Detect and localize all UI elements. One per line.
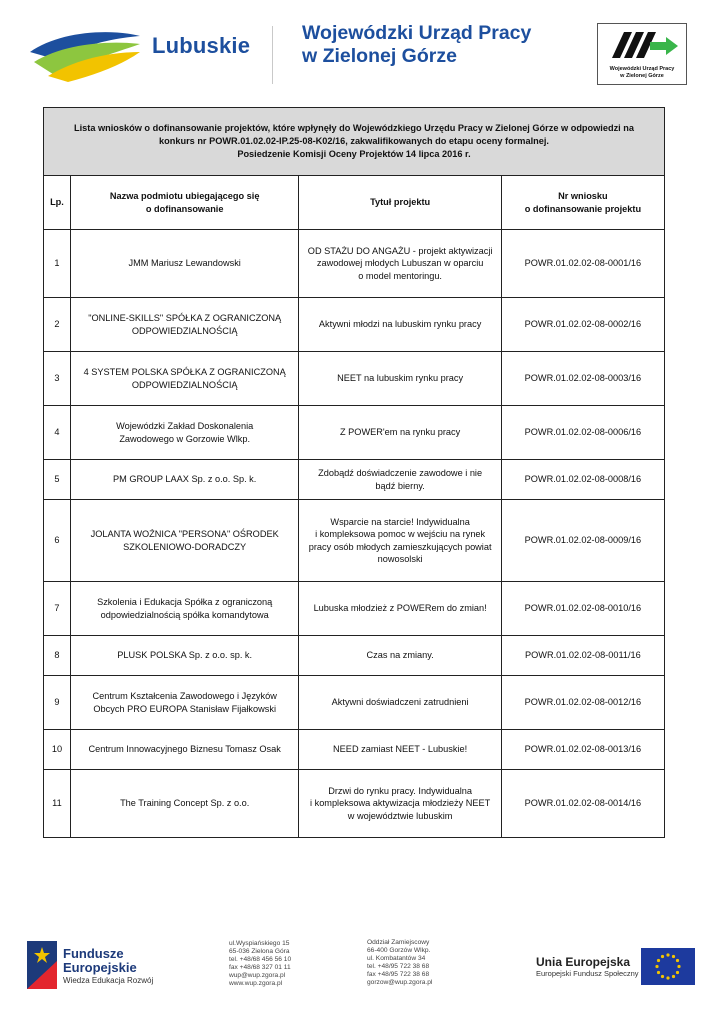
- cell-lp: 1: [44, 230, 71, 298]
- applicant-name-line: Zawodowego w Gorzowie Wlkp.: [119, 433, 251, 444]
- address-line: gorzow@wup.zgora.pl: [367, 979, 433, 987]
- caption-line1: Lista wniosków o dofinansowanie projektów, które wpłynęły do Wojewódzkiego Urzędu Pracy w Zielonej Górze w odpowiedzi na: [73, 123, 634, 133]
- cell-project-title: [299, 406, 501, 460]
- wup-badge-text: [598, 66, 686, 80]
- project-title-line: o model mentoringu.: [358, 270, 442, 281]
- cell-project-title: [299, 460, 501, 500]
- table-row: [44, 500, 665, 582]
- address-line: Oddział Zamiejscowy: [367, 939, 430, 946]
- table-row: [44, 406, 665, 460]
- cell-lp: 6: [44, 500, 71, 582]
- col-title: Tytuł projektu: [299, 176, 501, 230]
- fe-line3: Wiedza Edukacja Rozwój: [63, 976, 154, 985]
- col-number-line2: o dofinansowanie projektu: [524, 203, 642, 214]
- col-number-line1: Nr wniosku: [558, 191, 608, 201]
- applicant-name-line: Szkolenia i Edukacja Spółka z ograniczoną: [97, 597, 273, 607]
- cell-lp: 4: [44, 406, 71, 460]
- applicant-name-line: "ONLINE-SKILLS" SPÓŁKA Z OGRANICZONĄ: [88, 313, 282, 323]
- cell-application-number: POWR.01.02.02-08-0009/16: [501, 500, 664, 582]
- table-row: [44, 460, 665, 500]
- cell-applicant-name: [70, 230, 299, 298]
- project-title-line: OD STAŻU DO ANGAŻU - projekt aktywizacji: [307, 245, 493, 256]
- fundusze-europejskie-text: [63, 947, 153, 986]
- wup-badge-logo: [597, 23, 687, 85]
- project-title-line: pracy osób młodych zamieszkujących powiat: [308, 541, 492, 552]
- applicant-name-line: PM GROUP LAAX Sp. z o.o. Sp. k.: [113, 474, 257, 485]
- applicant-name-line: The Training Concept Sp. z o.o.: [120, 798, 250, 809]
- cell-lp: 10: [44, 730, 71, 770]
- address-line: 66-400 Gorzów Wlkp.: [367, 947, 431, 955]
- project-title-line: w województwie lubuskim: [347, 810, 453, 821]
- table-row: [44, 730, 665, 770]
- applicant-name-line: Centrum Innowacyjnego Biznesu Tomasz Osak: [88, 744, 281, 755]
- applicant-name-line: SZKOLENIOWO-DORADCZY: [123, 541, 247, 552]
- cell-project-title: [299, 770, 501, 838]
- applicant-name-line: 4 SYSTEM POLSKA SPÓŁKA Z OGRANICZONĄ: [83, 367, 286, 377]
- project-title-line: NEED zamiast NEET - Lubuskie!: [333, 744, 468, 755]
- cell-project-title: [299, 352, 501, 406]
- office-title-line1: Wojewódzki Urząd Pracy: [302, 22, 532, 44]
- table-row: [44, 230, 665, 298]
- cell-lp: 8: [44, 636, 71, 676]
- cell-applicant-name: [70, 770, 299, 838]
- project-title-line: Wsparcie na starcie! Indywidualna: [330, 516, 470, 527]
- cell-application-number: POWR.01.02.02-08-0002/16: [501, 298, 664, 352]
- cell-applicant-name: [70, 352, 299, 406]
- project-title-line: NEET na lubuskim rynku pracy: [337, 373, 464, 384]
- cell-application-number: POWR.01.02.02-08-0012/16: [501, 676, 664, 730]
- applicant-name-line: ODPOWIEDZIALNOŚCIĄ: [131, 325, 238, 336]
- applicant-name-line: ODPOWIEDZIALNOŚCIĄ: [131, 379, 238, 390]
- cell-applicant-name: [70, 298, 299, 352]
- project-title-line: bądź bierny.: [375, 480, 425, 491]
- cell-lp: 3: [44, 352, 71, 406]
- page-header: [0, 0, 725, 100]
- cell-application-number: POWR.01.02.02-08-0013/16: [501, 730, 664, 770]
- cell-applicant-name: [70, 406, 299, 460]
- applicant-name-line: Centrum Kształcenia Zawodowego i Języków: [92, 691, 277, 701]
- project-title-line: nowosolski: [377, 554, 423, 564]
- eu-flag-icon: [641, 948, 695, 985]
- project-title-line: Aktywni młodzi na lubuskim rynku pracy: [318, 319, 482, 330]
- cell-project-title: [299, 582, 501, 636]
- address-line: tel. +48/95 722 38 68: [367, 963, 430, 971]
- ue-line2: Europejski Fundusz Społeczny: [536, 969, 639, 978]
- cell-lp: 7: [44, 582, 71, 636]
- fe-line1: Fundusze: [63, 946, 124, 961]
- eu-text: [536, 955, 639, 979]
- applicant-name-line: PLUSK POLSKA Sp. z o.o. sp. k.: [117, 650, 253, 661]
- project-title-line: Aktywni doświadczeni zatrudnieni: [331, 697, 469, 708]
- applicant-name-line: Obcych PRO EUROPA Stanisław Fijałkowski: [93, 703, 276, 714]
- applicant-name-line: odpowiedzialnością spółka komandytowa: [100, 609, 269, 620]
- cell-applicant-name: [70, 500, 299, 582]
- cell-applicant-name: [70, 460, 299, 500]
- caption-line3: Posiedzenie Komisji Oceny Projektów 14 lipca 2016 r.: [237, 149, 471, 159]
- cell-applicant-name: [70, 730, 299, 770]
- col-name-line2: o dofinansowanie: [145, 203, 224, 214]
- col-name: [70, 176, 299, 230]
- header-divider: [272, 26, 273, 84]
- address-line: fax +48/68 327 01 11: [229, 964, 291, 972]
- cell-application-number: POWR.01.02.02-08-0010/16: [501, 582, 664, 636]
- badge-line1: Wojewódzki Urząd Pracy: [609, 66, 675, 72]
- address-line: 65-036 Zielona Góra: [229, 948, 290, 956]
- badge-line2: w Zielonej Górze: [620, 73, 664, 79]
- cell-application-number: POWR.01.02.02-08-0001/16: [501, 230, 664, 298]
- cell-lp: 9: [44, 676, 71, 730]
- table-caption: [44, 108, 665, 176]
- address-main: [229, 940, 291, 989]
- page-footer: [0, 935, 725, 1024]
- caption-line2: konkurs nr POWR.01.02.02-IP.25-08-K02/16, zakwalifikowanych do etapu oceny formalnej.: [159, 136, 549, 146]
- fe-line2: Europejskie: [63, 960, 137, 975]
- table-body: [44, 230, 665, 838]
- cell-application-number: POWR.01.02.02-08-0006/16: [501, 406, 664, 460]
- ue-line1: Unia Europejska: [536, 955, 631, 969]
- office-title: [302, 22, 531, 68]
- cell-lp: 2: [44, 298, 71, 352]
- table-row: [44, 352, 665, 406]
- cell-application-number: POWR.01.02.02-08-0014/16: [501, 770, 664, 838]
- cell-project-title: [299, 676, 501, 730]
- project-title-line: Zdobądź doświadczenie zawodowe i nie: [318, 468, 483, 478]
- cell-lp: 11: [44, 770, 71, 838]
- col-number: [501, 176, 664, 230]
- project-title-line: zawodowej młodych Lubuszan w oparciu: [316, 258, 484, 269]
- col-lp: Lp.: [44, 176, 71, 230]
- fundusze-europejskie-logo-icon: [27, 941, 57, 989]
- table-row: [44, 636, 665, 676]
- cell-project-title: [299, 500, 501, 582]
- cell-applicant-name: [70, 582, 299, 636]
- office-title-line2: w Zielonej Górze: [302, 45, 457, 67]
- address-line: www.wup.zgora.pl: [229, 980, 283, 988]
- cell-application-number: POWR.01.02.02-08-0008/16: [501, 460, 664, 500]
- col-name-line1: Nazwa podmiotu ubiegającego się: [109, 191, 260, 201]
- applicant-name-line: JMM Mariusz Lewandowski: [128, 258, 241, 269]
- region-name: Lubuskie: [152, 33, 251, 58]
- applicant-name-line: JOLANTA WOŹNICA "PERSONA" OŚRODEK: [90, 529, 279, 539]
- table-row: [44, 770, 665, 838]
- applications-table: [43, 107, 665, 838]
- wup-hands-icon: [606, 28, 680, 64]
- address-line: ul. Kombatantów 34: [367, 955, 426, 963]
- address-branch: [367, 939, 432, 988]
- cell-applicant-name: [70, 676, 299, 730]
- cell-applicant-name: [70, 636, 299, 676]
- project-title-line: i kompleksowa pomoc w wejściu na rynek: [315, 529, 486, 539]
- address-line: tel. +48/68 456 56 10: [229, 956, 292, 964]
- address-line: ul.Wyspiańskiego 15: [229, 940, 290, 947]
- cell-project-title: [299, 636, 501, 676]
- cell-lp: 5: [44, 460, 71, 500]
- table-row: [44, 582, 665, 636]
- table-row: [44, 676, 665, 730]
- cell-application-number: POWR.01.02.02-08-0011/16: [501, 636, 664, 676]
- applicant-name-line: Wojewódzki Zakład Doskonalenia: [116, 421, 254, 431]
- address-line: wup@wup.zgora.pl: [229, 972, 286, 980]
- lubuskie-logo-icon: [28, 22, 148, 84]
- cell-application-number: POWR.01.02.02-08-0003/16: [501, 352, 664, 406]
- address-line: fax +48/95 722 38 68: [367, 971, 430, 979]
- cell-project-title: [299, 298, 501, 352]
- cell-project-title: [299, 230, 501, 298]
- project-title-line: Czas na zmiany.: [366, 650, 434, 661]
- project-title-line: Drzwi do rynku pracy. Indywidualna: [328, 785, 473, 796]
- project-title-line: Lubuska młodzież z POWERem do zmian!: [313, 603, 487, 614]
- table-header-row: [44, 176, 665, 230]
- project-title-line: i kompleksowa aktywizacja młodzieży NEET: [310, 798, 491, 809]
- table-row: [44, 298, 665, 352]
- cell-project-title: [299, 730, 501, 770]
- project-title-line: Z POWER'em na rynku pracy: [340, 427, 461, 438]
